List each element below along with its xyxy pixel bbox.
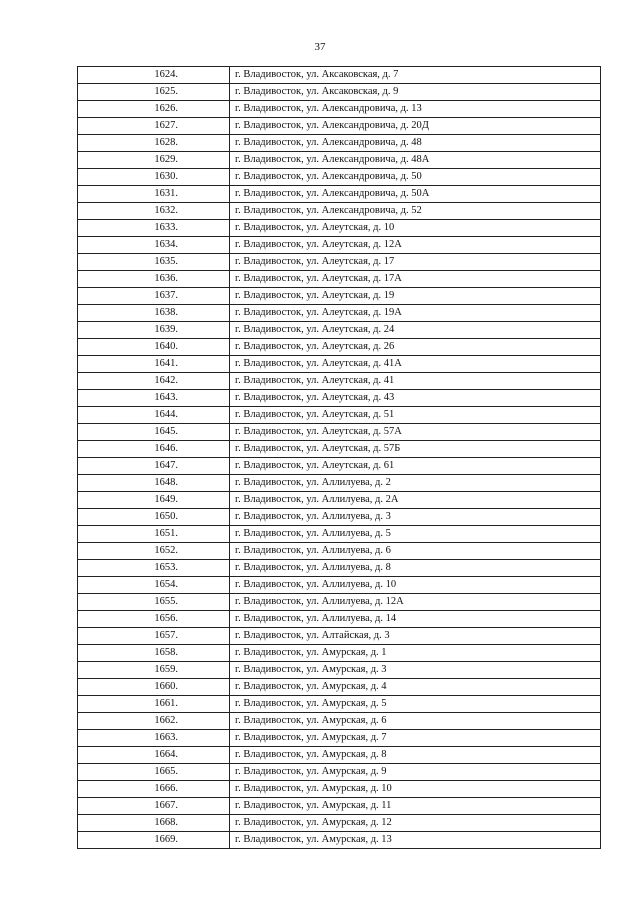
row-number: 1624. — [78, 67, 230, 84]
row-number: 1663. — [78, 730, 230, 747]
table-row — [78, 458, 601, 475]
row-number: 1646. — [78, 441, 230, 458]
row-address: г. Владивосток, ул. Аксаковская, д. 7 — [230, 67, 601, 84]
row-number: 1635. — [78, 254, 230, 271]
table-row — [78, 67, 601, 84]
table-row — [78, 713, 601, 730]
table-row — [78, 509, 601, 526]
row-address: г. Владивосток, ул. Алеутская, д. 17А — [230, 271, 601, 288]
row-address: г. Владивосток, ул. Александровича, д. 52 — [230, 203, 601, 220]
table-row — [78, 662, 601, 679]
row-number: 1662. — [78, 713, 230, 730]
table-row — [78, 169, 601, 186]
table-row — [78, 628, 601, 645]
table-row — [78, 815, 601, 832]
row-address: г. Владивосток, ул. Алеутская, д. 10 — [230, 220, 601, 237]
table-row — [78, 696, 601, 713]
table-row — [78, 543, 601, 560]
row-address: г. Владивосток, ул. Аллилуева, д. 2 — [230, 475, 601, 492]
row-number: 1660. — [78, 679, 230, 696]
row-number: 1664. — [78, 747, 230, 764]
row-address: г. Владивосток, ул. Аллилуева, д. 2А — [230, 492, 601, 509]
row-number: 1627. — [78, 118, 230, 135]
row-address: г. Владивосток, ул. Амурская, д. 1 — [230, 645, 601, 662]
table-row — [78, 339, 601, 356]
row-number: 1642. — [78, 373, 230, 390]
row-address: г. Владивосток, ул. Александровича, д. 20Д — [230, 118, 601, 135]
row-address: г. Владивосток, ул. Александровича, д. 50 — [230, 169, 601, 186]
row-number: 1626. — [78, 101, 230, 118]
table-row — [78, 152, 601, 169]
row-number: 1640. — [78, 339, 230, 356]
row-number: 1638. — [78, 305, 230, 322]
table-row — [78, 220, 601, 237]
row-address: г. Владивосток, ул. Алеутская, д. 57А — [230, 424, 601, 441]
row-number: 1649. — [78, 492, 230, 509]
row-address: г. Владивосток, ул. Амурская, д. 8 — [230, 747, 601, 764]
row-address: г. Владивосток, ул. Амурская, д. 10 — [230, 781, 601, 798]
table-row — [78, 118, 601, 135]
row-number: 1659. — [78, 662, 230, 679]
table-row — [78, 798, 601, 815]
row-address: г. Владивосток, ул. Алеутская, д. 17 — [230, 254, 601, 271]
table-row — [78, 645, 601, 662]
page-number: 37 — [314, 41, 326, 53]
row-number: 1643. — [78, 390, 230, 407]
table-row — [78, 560, 601, 577]
row-address: г. Владивосток, ул. Алеутская, д. 61 — [230, 458, 601, 475]
row-number: 1634. — [78, 237, 230, 254]
row-address: г. Владивосток, ул. Амурская, д. 13 — [230, 832, 601, 849]
row-number: 1648. — [78, 475, 230, 492]
row-address: г. Владивосток, ул. Аллилуева, д. 3 — [230, 509, 601, 526]
row-address: г. Владивосток, ул. Алеутская, д. 19А — [230, 305, 601, 322]
row-address: г. Владивосток, ул. Амурская, д. 6 — [230, 713, 601, 730]
table-row — [78, 526, 601, 543]
row-address: г. Владивосток, ул. Алеутская, д. 41 — [230, 373, 601, 390]
row-number: 1641. — [78, 356, 230, 373]
row-address: г. Владивосток, ул. Амурская, д. 4 — [230, 679, 601, 696]
row-address: г. Владивосток, ул. Аллилуева, д. 12А — [230, 594, 601, 611]
row-number: 1644. — [78, 407, 230, 424]
row-address: г. Владивосток, ул. Амурская, д. 3 — [230, 662, 601, 679]
row-number: 1654. — [78, 577, 230, 594]
table-row — [78, 305, 601, 322]
row-address: г. Владивосток, ул. Алеутская, д. 26 — [230, 339, 601, 356]
table-row — [78, 781, 601, 798]
row-address: г. Владивосток, ул. Алтайская, д. 3 — [230, 628, 601, 645]
row-number: 1630. — [78, 169, 230, 186]
table-row — [78, 577, 601, 594]
row-number: 1651. — [78, 526, 230, 543]
row-number: 1625. — [78, 84, 230, 101]
row-number: 1645. — [78, 424, 230, 441]
table-row — [78, 679, 601, 696]
row-number: 1650. — [78, 509, 230, 526]
table-row — [78, 101, 601, 118]
row-address: г. Владивосток, ул. Аллилуева, д. 10 — [230, 577, 601, 594]
row-address: г. Владивосток, ул. Аксаковская, д. 9 — [230, 84, 601, 101]
row-address: г. Владивосток, ул. Амурская, д. 7 — [230, 730, 601, 747]
table-row — [78, 271, 601, 288]
row-number: 1666. — [78, 781, 230, 798]
table-row — [78, 492, 601, 509]
address-table-body — [78, 67, 601, 849]
row-number: 1639. — [78, 322, 230, 339]
row-address: г. Владивосток, ул. Аллилуева, д. 6 — [230, 543, 601, 560]
row-number: 1669. — [78, 832, 230, 849]
table-row — [78, 747, 601, 764]
row-address: г. Владивосток, ул. Александровича, д. 48А — [230, 152, 601, 169]
row-address: г. Владивосток, ул. Александровича, д. 13 — [230, 101, 601, 118]
row-address: г. Владивосток, ул. Аллилуева, д. 5 — [230, 526, 601, 543]
table-row — [78, 441, 601, 458]
row-number: 1667. — [78, 798, 230, 815]
row-number: 1657. — [78, 628, 230, 645]
table-row — [78, 186, 601, 203]
row-number: 1652. — [78, 543, 230, 560]
address-table — [77, 66, 601, 849]
table-row — [78, 475, 601, 492]
row-address: г. Владивосток, ул. Амурская, д. 9 — [230, 764, 601, 781]
table-row — [78, 594, 601, 611]
row-number: 1637. — [78, 288, 230, 305]
row-number: 1656. — [78, 611, 230, 628]
table-row — [78, 84, 601, 101]
table-row — [78, 288, 601, 305]
row-address: г. Владивосток, ул. Аллилуева, д. 8 — [230, 560, 601, 577]
row-address: г. Владивосток, ул. Александровича, д. 50А — [230, 186, 601, 203]
row-address: г. Владивосток, ул. Алеутская, д. 12А — [230, 237, 601, 254]
table-row — [78, 764, 601, 781]
row-address: г. Владивосток, ул. Алеутская, д. 41А — [230, 356, 601, 373]
row-number: 1631. — [78, 186, 230, 203]
table-row — [78, 135, 601, 152]
row-address: г. Владивосток, ул. Амурская, д. 12 — [230, 815, 601, 832]
table-row — [78, 407, 601, 424]
row-address: г. Владивосток, ул. Аллилуева, д. 14 — [230, 611, 601, 628]
table-row — [78, 373, 601, 390]
row-number: 1628. — [78, 135, 230, 152]
table-row — [78, 730, 601, 747]
table-row — [78, 356, 601, 373]
row-address: г. Владивосток, ул. Амурская, д. 5 — [230, 696, 601, 713]
table-row — [78, 832, 601, 849]
row-address: г. Владивосток, ул. Алеутская, д. 51 — [230, 407, 601, 424]
row-address: г. Владивосток, ул. Амурская, д. 11 — [230, 798, 601, 815]
table-row — [78, 237, 601, 254]
table-row — [78, 390, 601, 407]
row-number: 1653. — [78, 560, 230, 577]
row-number: 1633. — [78, 220, 230, 237]
row-number: 1661. — [78, 696, 230, 713]
row-address: г. Владивосток, ул. Алеутская, д. 43 — [230, 390, 601, 407]
row-number: 1668. — [78, 815, 230, 832]
row-address: г. Владивосток, ул. Александровича, д. 48 — [230, 135, 601, 152]
table-row — [78, 611, 601, 628]
row-number: 1655. — [78, 594, 230, 611]
row-number: 1629. — [78, 152, 230, 169]
table-row — [78, 203, 601, 220]
row-number: 1665. — [78, 764, 230, 781]
row-number: 1632. — [78, 203, 230, 220]
table-row — [78, 254, 601, 271]
row-number: 1658. — [78, 645, 230, 662]
table-row — [78, 322, 601, 339]
row-address: г. Владивосток, ул. Алеутская, д. 24 — [230, 322, 601, 339]
table-row — [78, 424, 601, 441]
row-number: 1636. — [78, 271, 230, 288]
row-address: г. Владивосток, ул. Алеутская, д. 57Б — [230, 441, 601, 458]
row-address: г. Владивосток, ул. Алеутская, д. 19 — [230, 288, 601, 305]
row-number: 1647. — [78, 458, 230, 475]
